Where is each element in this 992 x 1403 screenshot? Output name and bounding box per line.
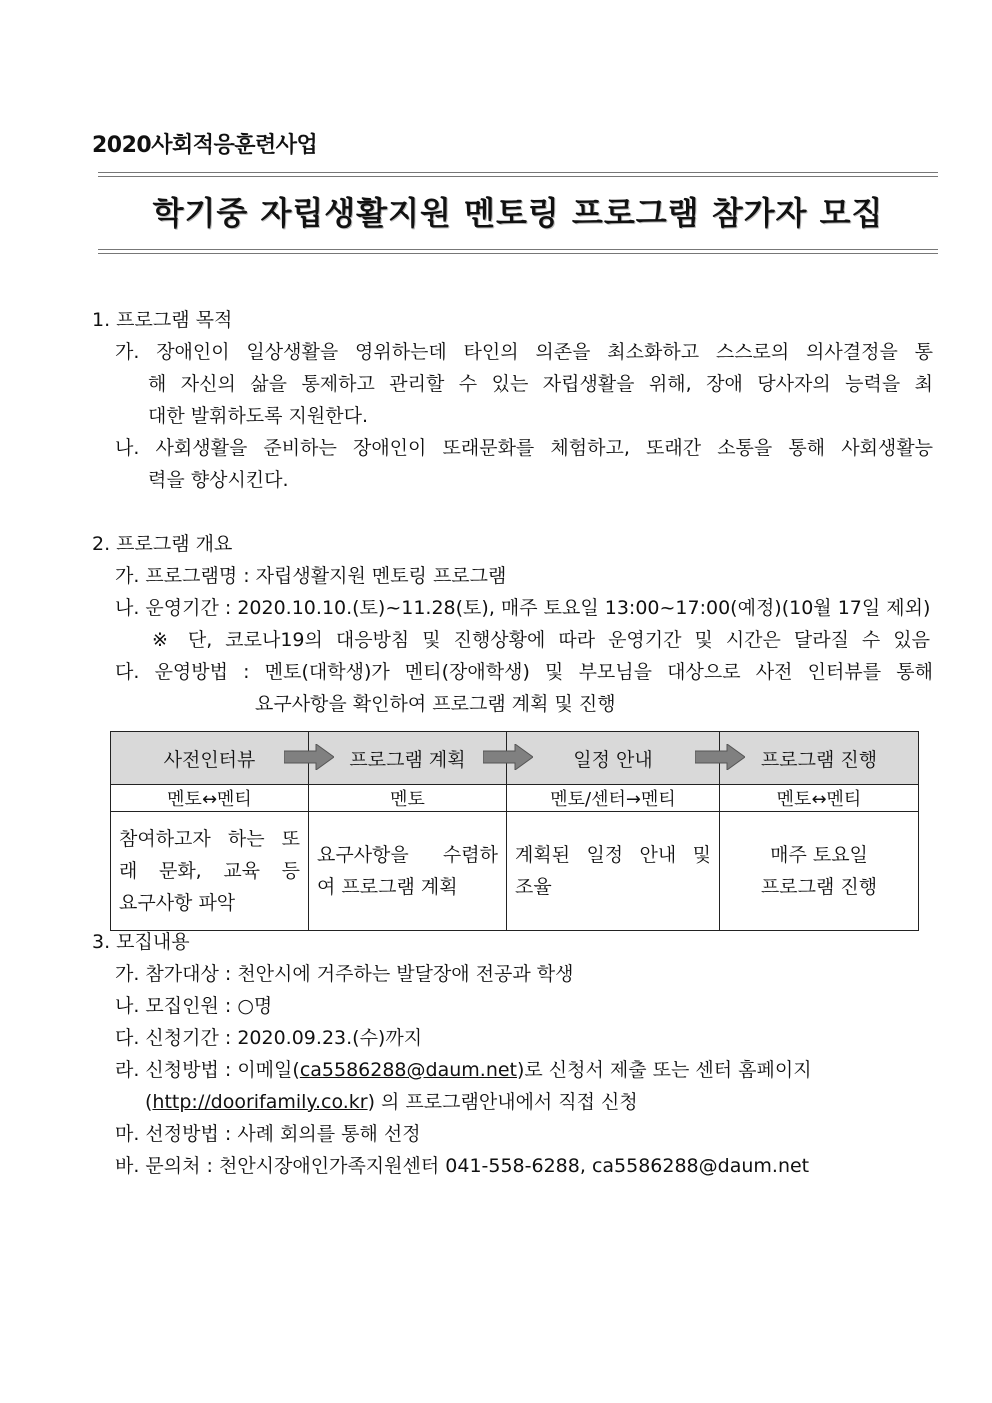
section3-item-ga: 가. 참가대상 : 천안시에 거주하는 발달장애 전공과 학생 [115,963,574,985]
section2-item-da-line2: 요구사항을 확인하여 프로그램 계획 및 진행 [255,693,616,715]
flow-role: 멘토↔멘티 [111,785,309,812]
flow-roles-row [111,785,919,812]
flow-arrow-icon [483,744,533,770]
flow-detail-cell [720,812,919,931]
flow-step: 사전인터뷰 [111,732,309,785]
program-label: 2020사회적응훈련사업 [92,133,318,158]
section2-item-ga: 가. 프로그램명 : 자립생활지원 멘토링 프로그램 [115,565,507,587]
section2-heading: 2. 프로그램 개요 [92,533,233,555]
section1-item-ga-line2: 해 자신의 삶을 통제하고 관리할 수 있는 자립생활을 위해, 장애 당사자의 능력을 최 [148,373,933,395]
flow-step: 일정 안내 [507,732,720,785]
flow-detail-cell [111,812,309,931]
flow-detail-line: 계획된 일정 안내 및 [515,844,711,866]
flow-detail-line: 여 프로그램 계획 [317,876,458,898]
flow-step: 프로그램 진행 [720,732,919,785]
flow-role: 멘토 [309,785,507,812]
title-rule-bottom [98,249,938,250]
flow-step: 프로그램 계획 [309,732,507,785]
section1-item-na-line1: 나. 사회생활을 준비하는 장애인이 또래문화를 체험하고, 또래간 소통을 통해 사회생활능 [115,437,933,459]
section1-item-ga-line3: 대한 발휘하도록 지원한다. [148,405,369,427]
flow-detail-line: 요구사항을 수렴하 [317,844,498,866]
section2-note: ※ 단, 코로나19의 대응방침 및 진행상황에 따라 운영기간 및 시간은 달라질 수 있음 [152,629,930,651]
section3-heading: 3. 모집내용 [92,931,190,953]
flow-detail-line: 조율 [515,876,552,898]
section3-item-ba: 바. 문의처 : 천안시장애인가족지원센터 041-558-6288, ca5586288@daum.net [115,1155,810,1177]
apply-method-text: )로 신청서 제출 또는 센터 홈페이지 [517,1059,812,1081]
homepage-link[interactable]: http://doorifamily.co.kr [152,1091,368,1113]
section1-item-ga-line1: 가. 장애인이 일상생활을 영위하는데 타인의 의존을 최소화하고 스스로의 의사결정을 통 [115,341,933,363]
section3-item-da: 다. 신청기간 : 2020.09.23.(수)까지 [115,1027,423,1049]
flow-role: 멘토↔멘티 [720,785,919,812]
flow-detail-line: 매주 토요일 [770,844,868,866]
title-rule-bottom-2 [98,253,938,254]
email-link[interactable]: ca5586288@daum.net [299,1059,517,1081]
section3-item-ra-line1 [115,1054,812,1086]
flow-detail-cell [507,812,720,931]
flow-arrow-icon [284,744,334,770]
flow-detail-cell [309,812,507,931]
section1-heading: 1. 프로그램 목적 [92,309,233,331]
flow-detail-line: 프로그램 진행 [760,876,878,898]
apply-method-text: ) 의 프로그램안내에서 직접 신청 [367,1091,638,1113]
section3-item-ma: 마. 선정방법 : 사례 회의를 통해 선정 [115,1123,421,1145]
section1-item-na-line2: 력을 향상시킨다. [148,469,289,491]
flow-arrow-icon [695,744,745,770]
flow-details-row [111,812,919,931]
flow-role: 멘토/센터→멘티 [507,785,720,812]
section2-item-na: 나. 운영기간 : 2020.10.10.(토)~11.28(토), 매주 토요일 13:00~17:00(예정)(10월 17일 제외) [115,597,931,619]
page-title: 학기중 자립생활지원 멘토링 프로그램 참가자 모집 [152,194,884,232]
flow-detail-line: 요구사항 파악 [119,892,236,914]
apply-method-text: 라. 신청방법 : 이메일( [115,1059,300,1081]
title-rule-top-2 [98,176,938,177]
section3-item-ra-line2 [145,1086,638,1118]
flow-detail-line: 래 문화, 교육 등 [119,860,300,882]
title-rule-top [98,172,938,173]
section3-item-na: 나. 모집인원 : ○명 [115,995,273,1017]
flow-detail-line: 참여하고자 하는 또 [119,828,300,850]
paren-open: ( [145,1091,153,1113]
section2-item-da-line1: 다. 운영방법 : 멘토(대학생)가 멘티(장애학생) 및 부모님을 대상으로 사전 인터뷰를 통해 [115,661,933,683]
